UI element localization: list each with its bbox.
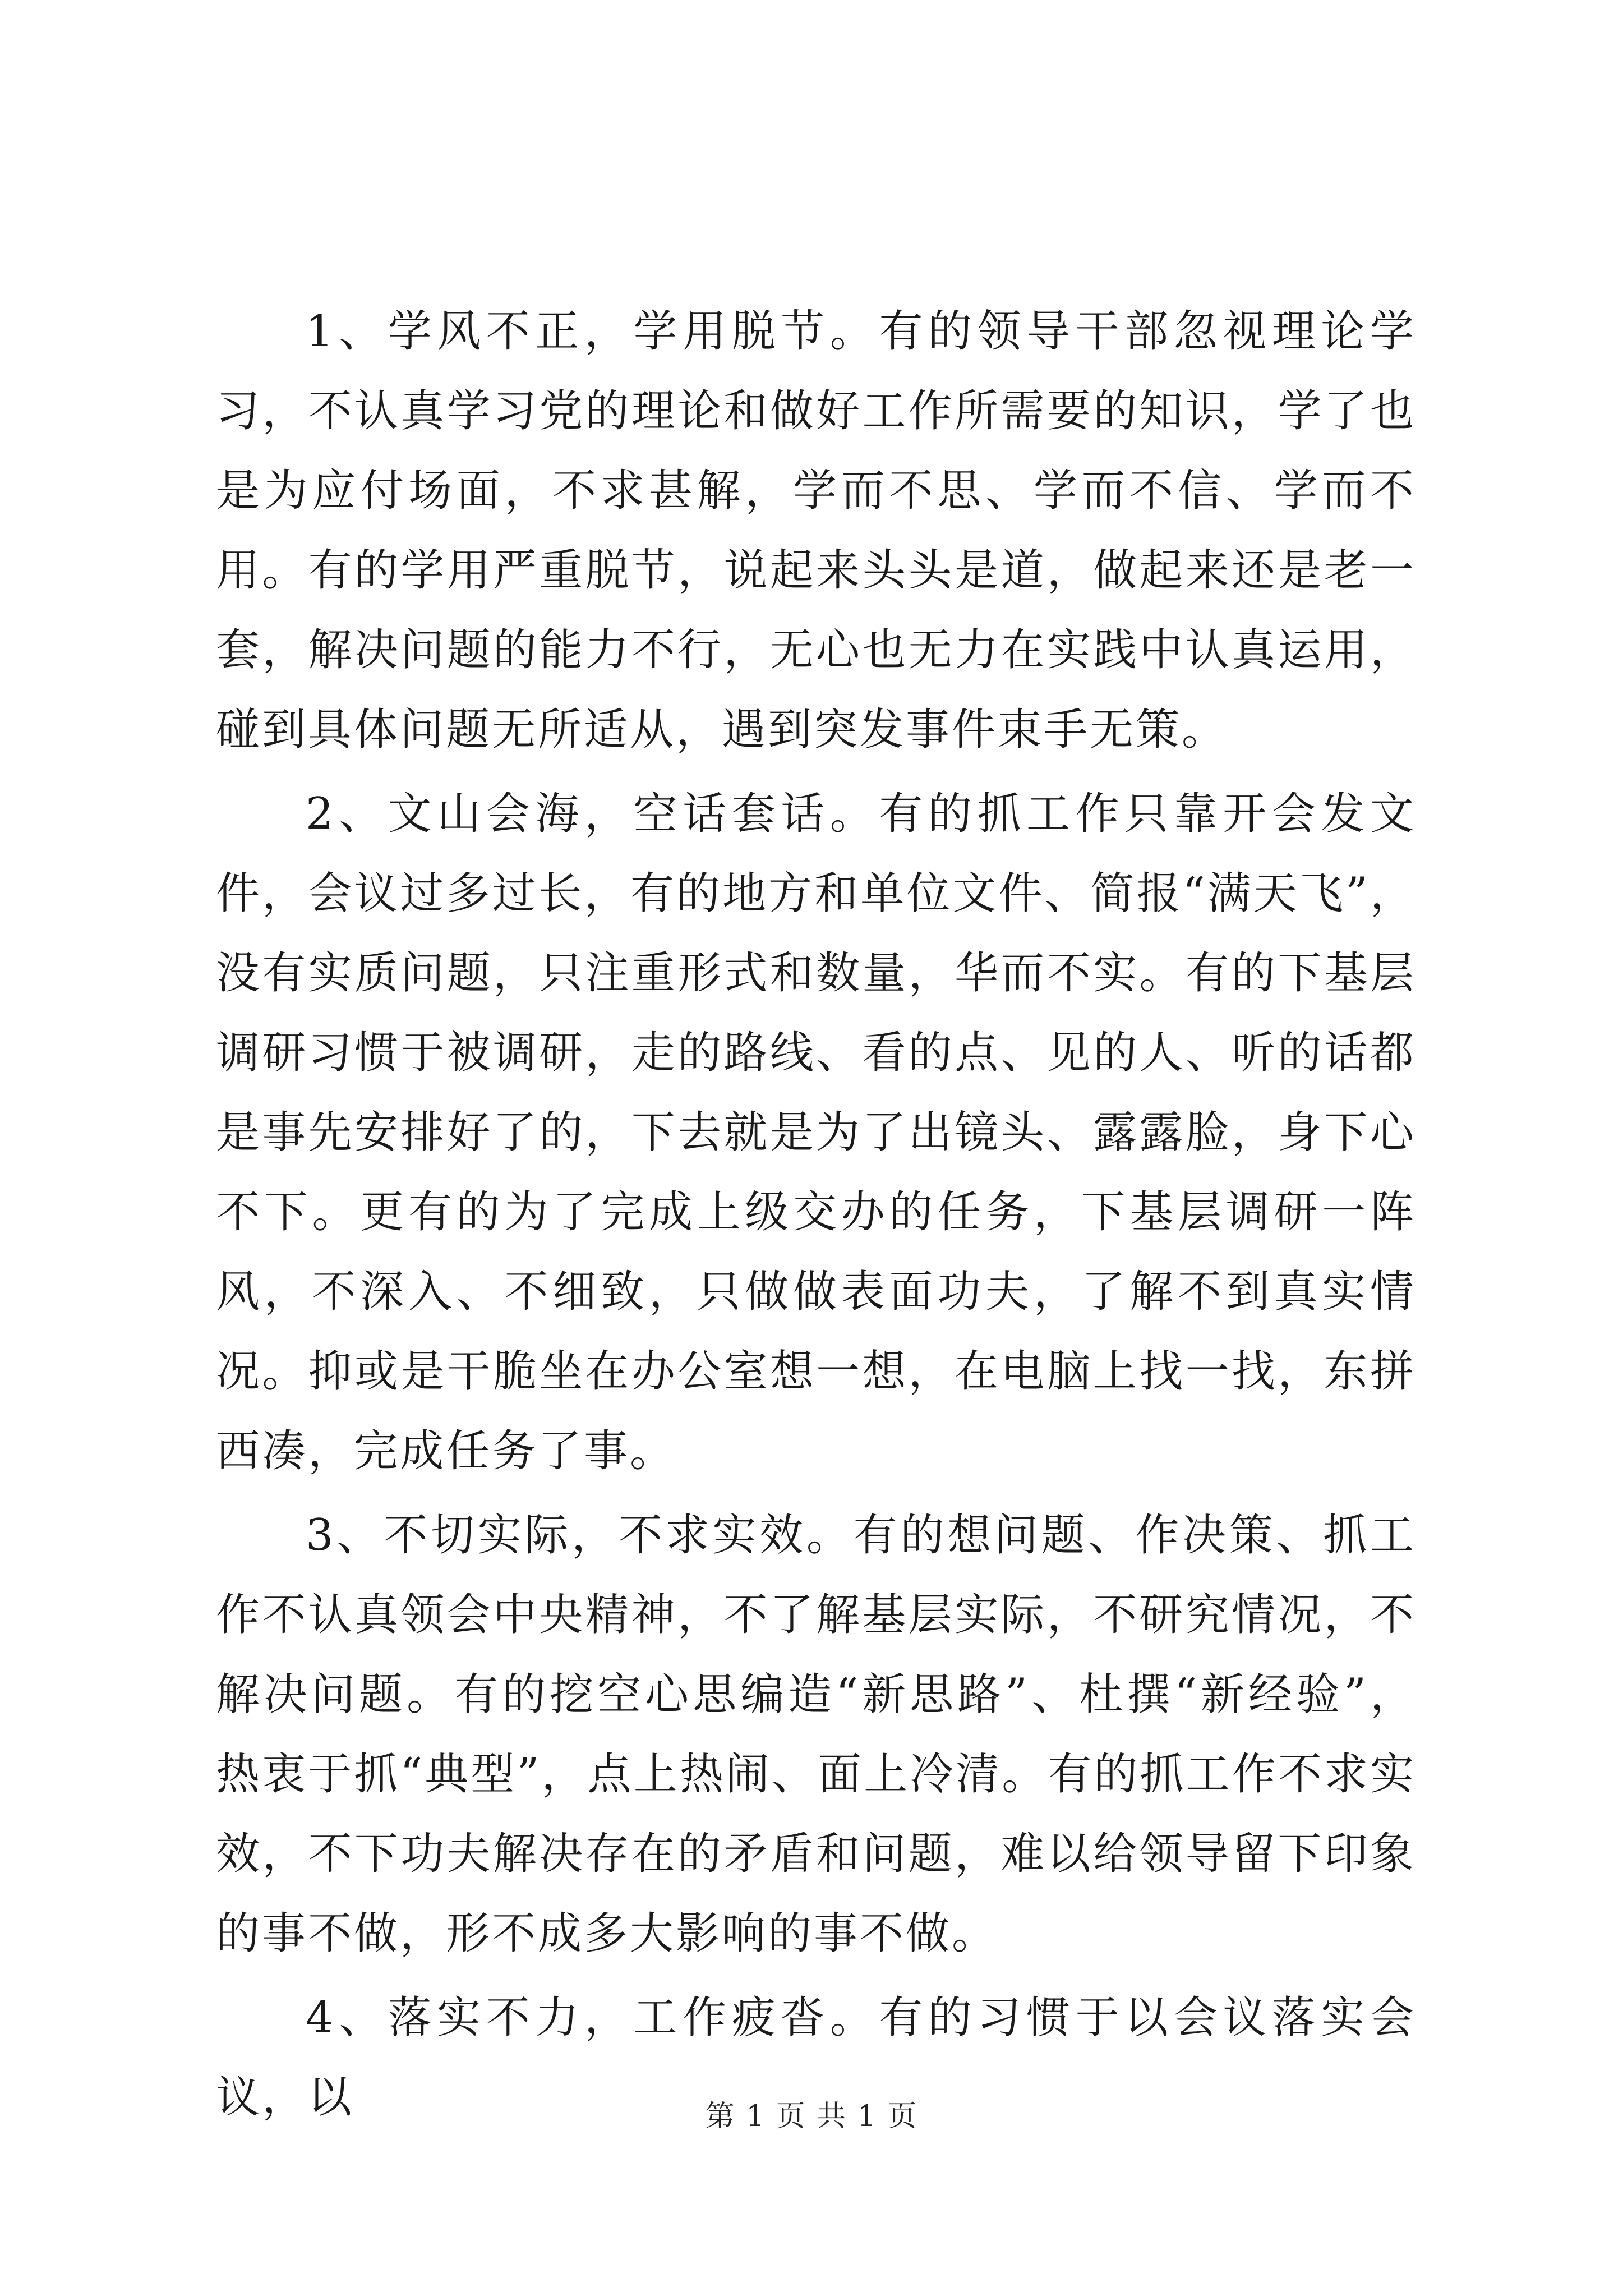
page-footer: 第 1 页 共 1 页: [705, 2100, 918, 2133]
paragraph-1: 1、学风不正，学用脱节。有的领导干部忽视理论学习，不认真学习党的理论和做好工作所需要的知识，学了也是为应付场面，不求甚解，学而不思、学而不信、学而不用。有的学用严重脱节，说起来头头是道，做起来还是老一套，解决问题的能力不行，无心也无力在实践中认真运用，碰到具体问题无所适从，遇到突发事件束手无策。: [216, 306, 1416, 755]
paragraph-4: 4、落实不力，工作疲沓。有的习惯于以会议落实会议，以: [216, 1993, 1416, 2123]
paragraph-3: 3、不切实际，不求实效。有的想问题、作决策、抓工作不认真领会中央精神，不了解基层实际，不研究情况，不解决问题。有的挖空心思编造“新思路”、杜撰“新经验”，热衷于抓“典型”，点上热闹、面上冷清。有的抓工作不求实效，不下功夫解决存在的矛盾和问题，难以给领导留下印象的事不做，形不成多大影响的事不做。: [216, 1510, 1416, 1959]
document-body: [216, 292, 1416, 2142]
paragraph-2: 2、文山会海，空话套话。有的抓工作只靠开会发文件，会议过多过长，有的地方和单位文件、简报“满天飞”，没有实质问题，只注重形式和数量，华而不实。有的下基层调研习惯于被调研，走的路线、看的点、见的人、听的话都是事先安排好了的，下去就是为了出镜头、露露脸，身下心不下。更有的为了完成上级交办的任务，下基层调研一阵风，不深入、不细致，只做做表面功夫，了解不到真实情况。抑或是干脆坐在办公室想一想，在电脑上找一找，东拼西凑，完成任务了事。: [216, 789, 1416, 1476]
